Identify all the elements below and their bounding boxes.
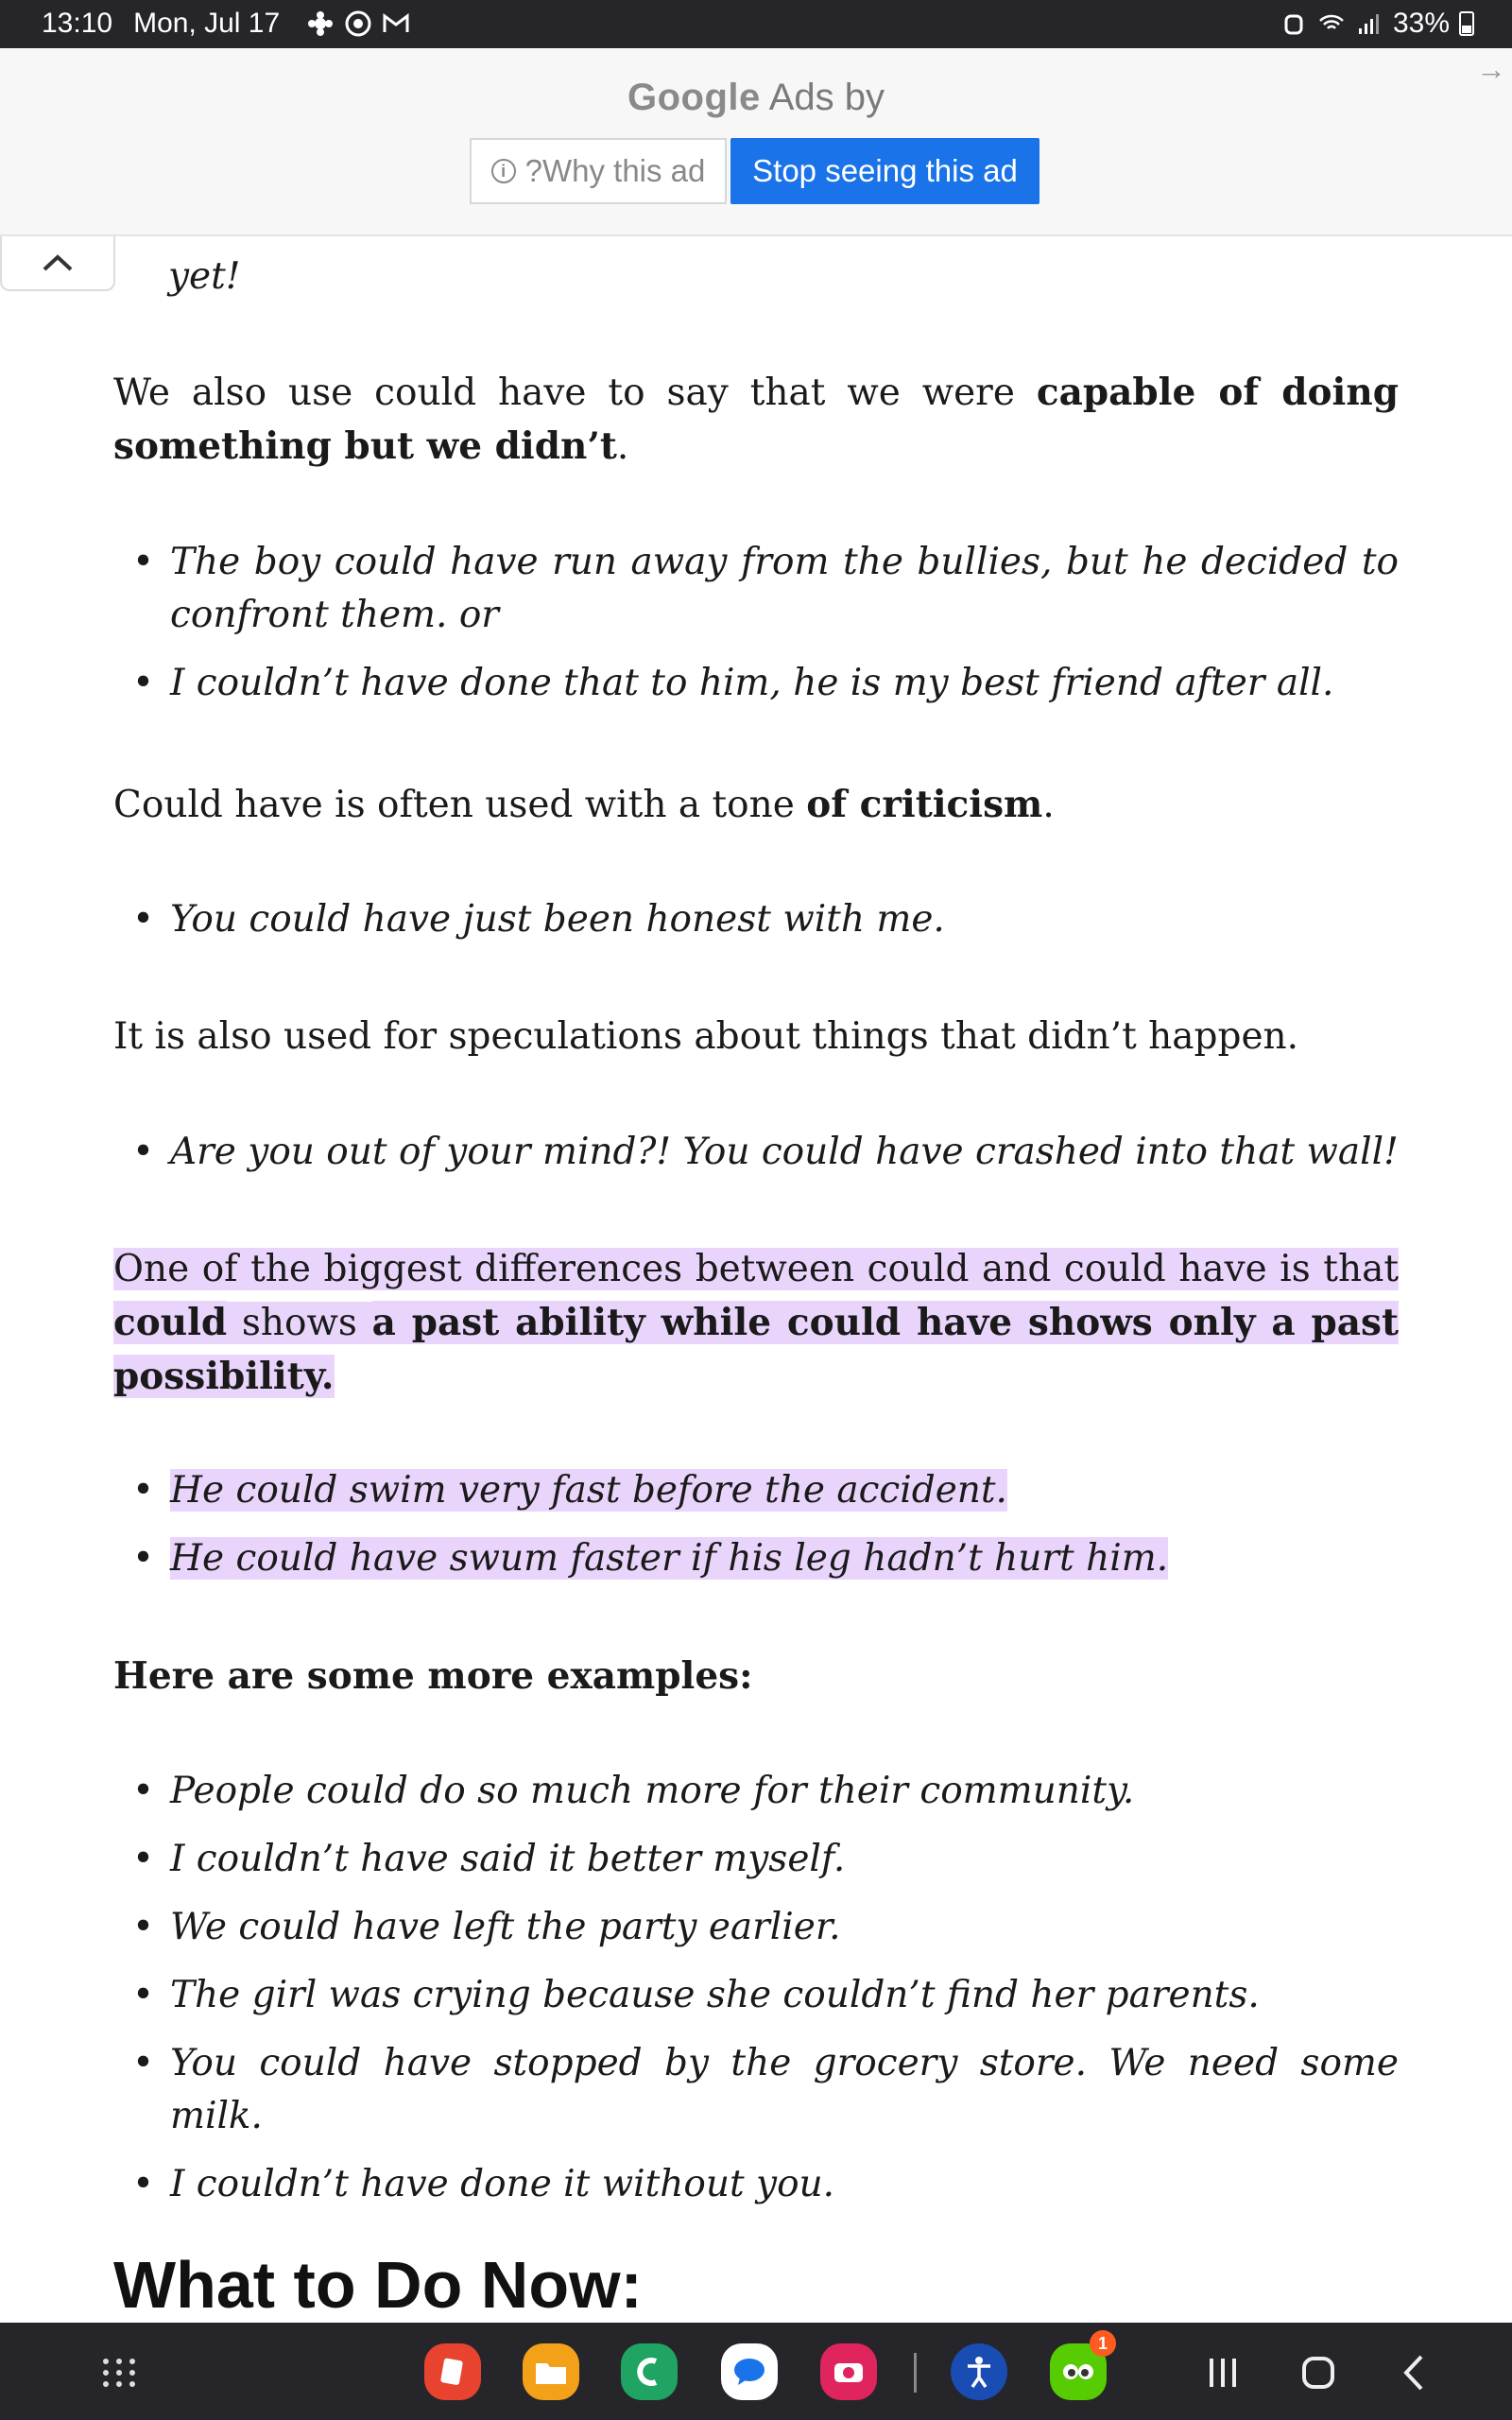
collapse-ad-button[interactable] bbox=[0, 236, 115, 291]
camera-app-icon[interactable] bbox=[820, 2343, 877, 2400]
flashcards-app-icon[interactable] bbox=[424, 2343, 481, 2400]
notification-badge: 1 bbox=[1090, 2330, 1116, 2357]
list-item: • I couldn’t have said it better myself. bbox=[113, 1833, 1399, 1886]
duolingo-app-icon[interactable] bbox=[1050, 2333, 1108, 2400]
section-heading: What to Do Now: bbox=[113, 2248, 643, 2322]
paragraph-difference-highlighted: One of the biggest differences between could and could have is that could shows a past ability while could have shows only a past possibility. bbox=[113, 1248, 1399, 1398]
list-item: • He could swim very fast before the accident. bbox=[113, 1464, 1399, 1517]
alarm-icon bbox=[1280, 9, 1308, 38]
battery-percent: 33% bbox=[1392, 8, 1450, 39]
why-this-ad-label: ?Why this ad bbox=[524, 153, 706, 188]
chrome-icon bbox=[344, 9, 372, 38]
paragraph-criticism: Could have is often used with a tone of criticism. bbox=[113, 783, 1055, 826]
list-item: • I couldn’t have done that to him, he is my best friend after all. bbox=[113, 657, 1399, 710]
list-item: • You could have stopped by the grocery store. We need some milk. bbox=[113, 2037, 1399, 2143]
example-list-criticism bbox=[113, 893, 1399, 961]
chevron-up-icon bbox=[39, 251, 77, 275]
ads-by-label: Ads by bbox=[768, 77, 885, 118]
list-item: • The boy could have run away from the bullies, but he decided to confront them. or bbox=[113, 536, 1399, 642]
ad-banner bbox=[0, 48, 1512, 236]
list-item: • The girl was crying because she couldn’t find her parents. bbox=[113, 1969, 1399, 2022]
settings-flower-icon bbox=[306, 9, 335, 38]
stop-seeing-ad-button[interactable] bbox=[730, 138, 1040, 204]
app-drawer-icon[interactable] bbox=[100, 2357, 138, 2389]
wifi-icon bbox=[1317, 9, 1346, 38]
list-item: • Are you out of your mind?! You could have crashed into that wall! bbox=[113, 1126, 1399, 1179]
list-item: • We could have left the party earlier. bbox=[113, 1901, 1399, 1954]
gmail-icon bbox=[382, 9, 410, 38]
paragraph-speculation: It is also used for speculations about things that didn’t happen. bbox=[113, 1015, 1299, 1058]
list-item: • I couldn’t have done it without you. bbox=[113, 2158, 1399, 2211]
back-icon[interactable] bbox=[1385, 2349, 1442, 2396]
signal-icon bbox=[1355, 9, 1383, 38]
files-app-icon[interactable] bbox=[523, 2343, 579, 2400]
navigation-bar bbox=[0, 2323, 1512, 2420]
stop-seeing-ad-label: Stop seeing this ad bbox=[752, 153, 1018, 188]
phone-app-icon[interactable] bbox=[621, 2343, 678, 2400]
example-list-speculation bbox=[113, 1126, 1399, 1194]
status-bar bbox=[0, 0, 1512, 48]
info-icon: i bbox=[491, 159, 516, 183]
more-examples-heading: Here are some more examples: bbox=[113, 1654, 753, 1698]
ad-attribution bbox=[0, 77, 1512, 119]
ad-forward-arrow-icon[interactable]: → bbox=[1476, 52, 1506, 86]
previous-text-tail: yet! bbox=[168, 255, 241, 298]
accessibility-app-icon[interactable] bbox=[951, 2343, 1007, 2400]
home-icon[interactable] bbox=[1290, 2349, 1347, 2396]
battery-icon bbox=[1459, 11, 1474, 36]
example-list-difference bbox=[113, 1464, 1399, 1600]
list-item: • He could have swum faster if his leg hadn’t hurt him. bbox=[113, 1532, 1399, 1585]
paragraph-capable: We also use could have to say that we were capable of doing something but we didn’t. bbox=[113, 371, 1400, 468]
google-logo: Google bbox=[627, 77, 761, 118]
status-time: 13:10 bbox=[42, 8, 113, 39]
list-item: • People could do so much more for their community. bbox=[113, 1765, 1399, 1818]
recent-apps-icon[interactable] bbox=[1194, 2349, 1251, 2396]
status-date: Mon, Jul 17 bbox=[133, 8, 281, 39]
example-list-more bbox=[113, 1765, 1399, 2226]
list-item: • You could have just been honest with me. bbox=[113, 893, 1399, 946]
example-list-capable bbox=[113, 536, 1399, 725]
messages-app-icon[interactable] bbox=[721, 2343, 778, 2400]
why-this-ad-button[interactable] bbox=[470, 138, 727, 204]
dock-divider bbox=[914, 2353, 917, 2393]
